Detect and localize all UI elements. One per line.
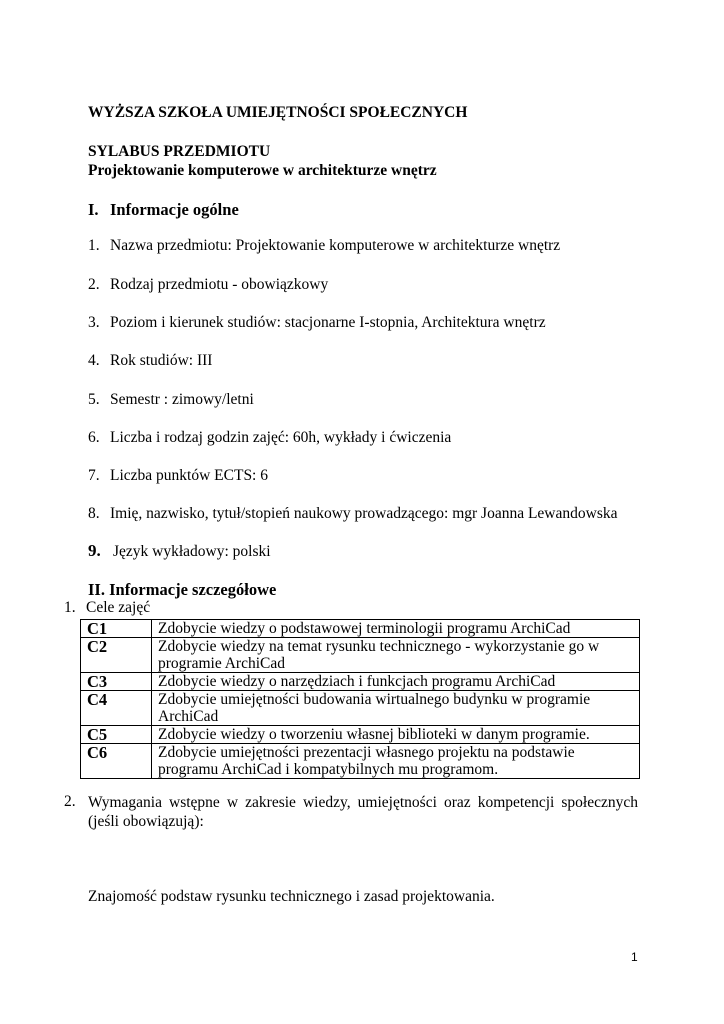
table-row [81, 620, 640, 638]
list-item-text: Rodzaj przedmiotu - obowiązkowy [110, 276, 329, 293]
list-item-text: Poziom i kierunek studiów: stacjonarne I-stopnia, Architektura wnętrz [110, 314, 546, 331]
goal-code: C2 [81, 638, 152, 673]
list-item-text: Nazwa przedmiotu: Projektowanie komputerowe w architekturze wnętrz [110, 237, 561, 254]
list-item-num: 9. [88, 541, 101, 560]
table-row [81, 638, 640, 673]
section1-heading-num: I. [88, 200, 99, 219]
list-item-num: 5. [88, 391, 100, 408]
list-item-num: 2. [88, 276, 100, 293]
school-name: WYŻSZA SZKOŁA UMIEJĘTNOŚCI SPOŁECZNYCH [88, 104, 468, 121]
goal-code: C1 [81, 620, 152, 638]
requirements-num: 2. [64, 793, 76, 810]
list-item-text: Liczba punktów ECTS: 6 [110, 467, 268, 484]
list-item-num: 7. [88, 467, 100, 484]
goal-code: C4 [81, 691, 152, 726]
section1-heading-text: Informacje ogólne [110, 200, 239, 219]
list-item [88, 467, 268, 485]
table-row [81, 726, 640, 744]
list-item-text: Język wykładowy: polski [113, 543, 271, 560]
list-item [88, 429, 451, 447]
goal-code: C3 [81, 673, 152, 691]
course-title: Projektowanie komputerowe w architekturze wnętrz [88, 162, 437, 179]
table-row [81, 691, 640, 726]
goal-code: C6 [81, 744, 152, 779]
goal-code: C5 [81, 726, 152, 744]
page-number: 1 [631, 950, 638, 964]
list-item-text: Semestr : zimowy/letni [110, 391, 254, 408]
list-item [88, 391, 254, 409]
goal-text: Zdobycie umiejętności prezentacji własnego projektu na podstawie programu ArchiCad i kompatybilnych mu programom. [152, 744, 640, 779]
list-item [88, 352, 212, 370]
list-item-num: 1. [88, 237, 100, 254]
goal-text: Zdobycie wiedzy na temat rysunku technicznego - wykorzystanie go w programie ArchiCad [152, 638, 640, 673]
goal-text: Zdobycie wiedzy o podstawowej terminologii programu ArchiCad [152, 620, 640, 638]
goal-text: Zdobycie umiejętności budowania wirtualnego budynku w programie ArchiCad [152, 691, 640, 726]
list-item-num: 8. [88, 505, 100, 522]
goals-table [80, 619, 640, 779]
list-item-num: 3. [88, 314, 100, 331]
table-row [81, 673, 640, 691]
requirements-text: Wymagania wstępne w zakresie wiedzy, umiejętności oraz kompetencji społecznych (jeśli obowiązują): [88, 794, 638, 830]
table-row [81, 744, 640, 779]
goal-text: Zdobycie wiedzy o tworzeniu własnej biblioteki w danym programie. [152, 726, 640, 744]
list-item-text: Imię, nazwisko, tytuł/stopień naukowy prowadzącego: mgr Joanna Lewandowska [110, 505, 618, 522]
list-item-text: Rok studiów: III [110, 352, 213, 369]
requirements-answer: Znajomość podstaw rysunku technicznego i zasad projektowania. [88, 888, 495, 905]
list-item [88, 542, 271, 561]
goal-text: Zdobycie wiedzy o narzędziach i funkcjach programu ArchiCad [152, 673, 640, 691]
goals-label-num: 1. [64, 599, 76, 616]
list-item-num: 6. [88, 429, 100, 446]
list-item [88, 505, 618, 523]
section1-heading [88, 200, 239, 219]
goals-label [64, 599, 150, 617]
goals-label-text: Cele zajęć [86, 599, 151, 616]
list-item [88, 276, 328, 294]
list-item-text: Liczba i rodzaj godzin zajęć: 60h, wykłady i ćwiczenia [110, 429, 452, 446]
list-item [88, 314, 546, 332]
syllabus-label: SYLABUS PRZEDMIOTU [88, 143, 271, 160]
section2-heading: II. Informacje szczegółowe [88, 580, 277, 599]
list-item-num: 4. [88, 352, 100, 369]
list-item [88, 237, 560, 255]
